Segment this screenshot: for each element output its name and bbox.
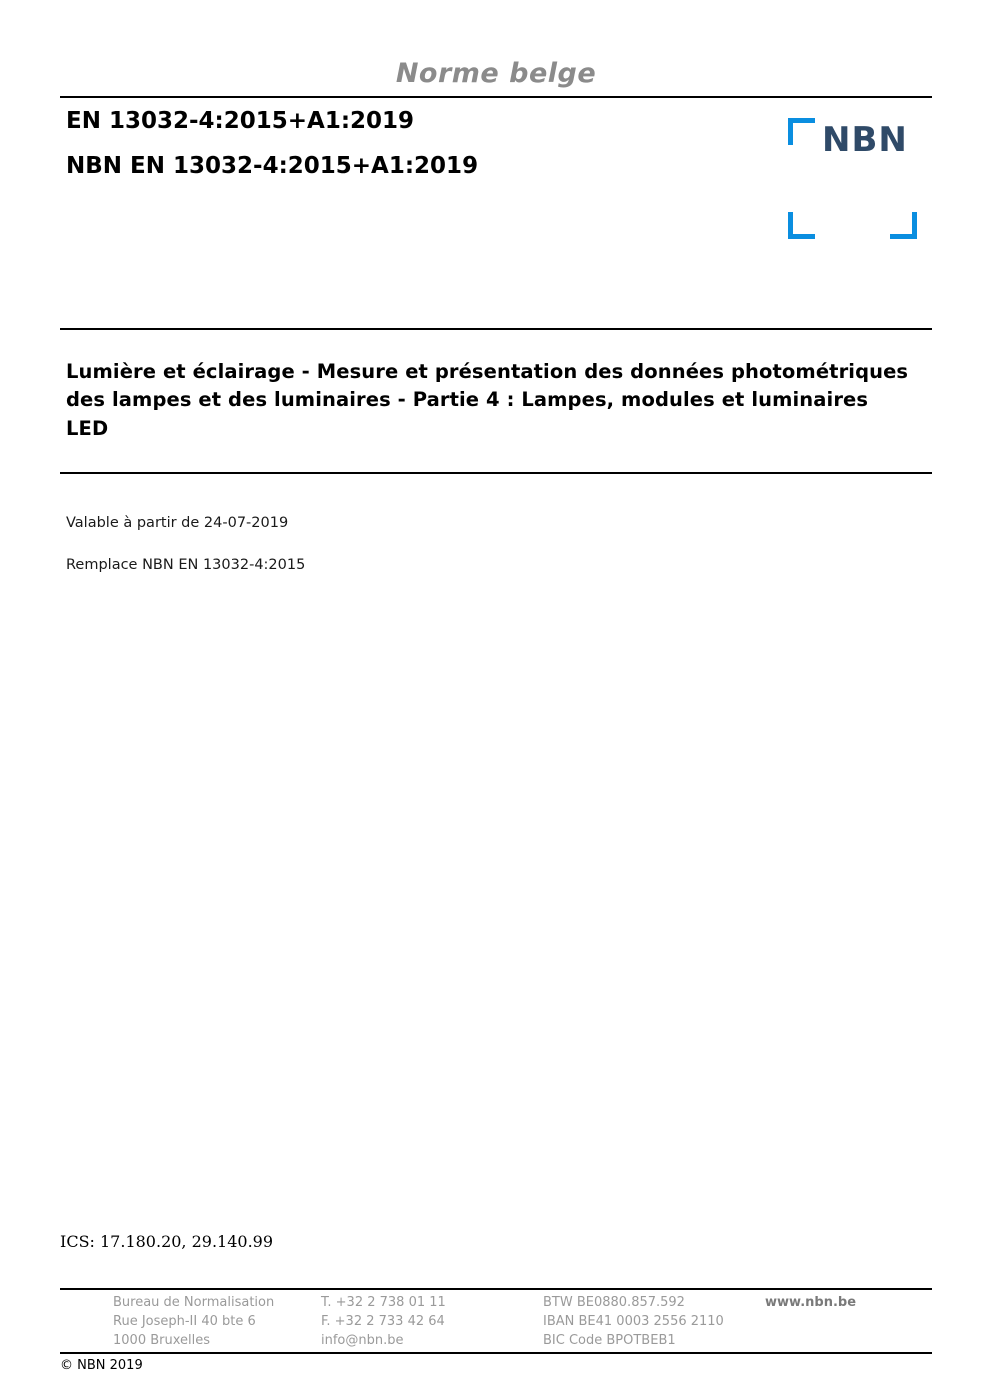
logo-text: NBN <box>822 120 908 160</box>
page-footer <box>113 1294 933 1351</box>
page-header-title: Norme belge <box>395 58 597 89</box>
footer-bank-column <box>543 1294 765 1351</box>
footer-address-line-2: Rue Joseph-II 40 bte 6 <box>113 1313 256 1329</box>
footer-website-link[interactable]: www.nbn.be <box>765 1295 857 1310</box>
footer-contact-column <box>321 1294 543 1351</box>
footer-email[interactable]: info@nbn.be <box>321 1332 404 1348</box>
footer-bic: BIC Code BPOTBEB1 <box>543 1332 676 1348</box>
footer-address-line-3: 1000 Bruxelles <box>113 1332 211 1348</box>
replaces-text: Remplace NBN EN 13032-4:2015 <box>66 557 306 573</box>
logo-corner-top-left-icon <box>788 118 815 145</box>
divider-bottom <box>60 1352 932 1354</box>
logo-corner-bottom-left-icon <box>788 212 815 239</box>
footer-phone: T. +32 2 738 01 11 <box>321 1295 446 1310</box>
footer-web-column <box>765 1294 925 1351</box>
footer-vat: BTW BE0880.857.592 <box>543 1295 685 1310</box>
footer-fax: F. +32 2 733 42 64 <box>321 1313 445 1329</box>
footer-address-column <box>113 1294 321 1351</box>
standard-reference-block <box>66 110 626 200</box>
nbn-logo <box>780 112 932 257</box>
divider-above-footer <box>60 1288 932 1290</box>
document-title: Lumière et éclairage - Mesure et présentation des données photométriques des lampes et des luminaires - Partie 4 : Lampes, modules et luminaires LED <box>66 360 909 440</box>
divider-top <box>60 96 932 98</box>
footer-address-line-1: Bureau de Normalisation <box>113 1295 275 1310</box>
logo-corner-bottom-right-icon <box>890 212 917 239</box>
footer-iban: IBAN BE41 0003 2556 2110 <box>543 1313 724 1329</box>
reference-line-en: EN 13032-4:2015+A1:2019 <box>66 108 415 134</box>
copyright-text: © NBN 2019 <box>60 1358 143 1373</box>
divider-below-reference <box>60 328 932 330</box>
valid-from-text: Valable à partir de 24-07-2019 <box>66 515 289 531</box>
reference-line-nbn: NBN EN 13032-4:2015+A1:2019 <box>66 153 479 179</box>
divider-below-title <box>60 472 932 474</box>
ics-codes: ICS: 17.180.20, 29.140.99 <box>60 1232 274 1251</box>
